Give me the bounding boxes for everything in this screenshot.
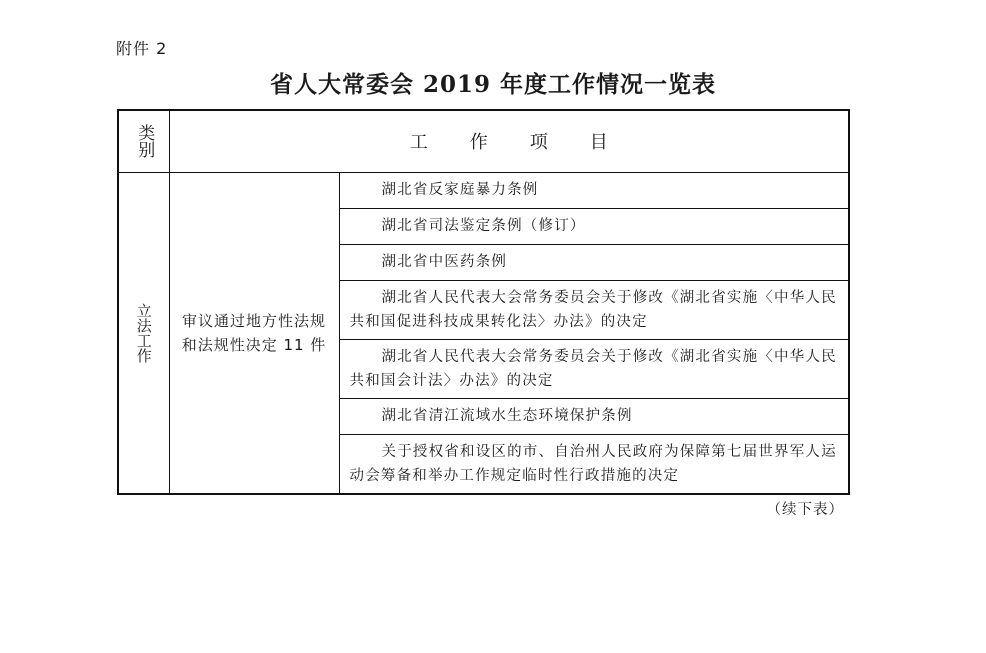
work-summary-table	[117, 109, 850, 495]
work-item: 湖北省中医药条例	[339, 244, 849, 280]
document-title: 省人大常委会 2019 年度工作情况一览表	[269, 71, 717, 98]
table-row	[118, 172, 849, 208]
header-work-items: 工作项目	[169, 110, 849, 172]
work-item: 湖北省人民代表大会常务委员会关于修改《湖北省实施〈中华人民共和国促进科技成果转化法〉办法》的决定	[339, 280, 849, 339]
header-category: 类别	[118, 110, 169, 172]
table-header-row	[118, 110, 849, 172]
work-item: 湖北省人民代表大会常务委员会关于修改《湖北省实施〈中华人民共和国会计法〉办法》的决定	[339, 339, 849, 398]
attachment-label: 附件 2	[116, 39, 168, 58]
subcategory-cell: 审议通过地方性法规和法规性决定 11 件	[169, 172, 339, 494]
category-cell: 立法工作	[118, 172, 169, 494]
work-item: 关于授权省和设区的市、自治州人民政府为保障第七届世界军人运动会筹备和举办工作规定临时性行政措施的决定	[339, 434, 849, 494]
work-item: 湖北省司法鉴定条例（修订）	[339, 208, 849, 244]
work-item: 湖北省清江流域水生态环境保护条例	[339, 398, 849, 434]
continued-note: （续下表）	[766, 502, 844, 518]
work-item: 湖北省反家庭暴力条例	[339, 172, 849, 208]
